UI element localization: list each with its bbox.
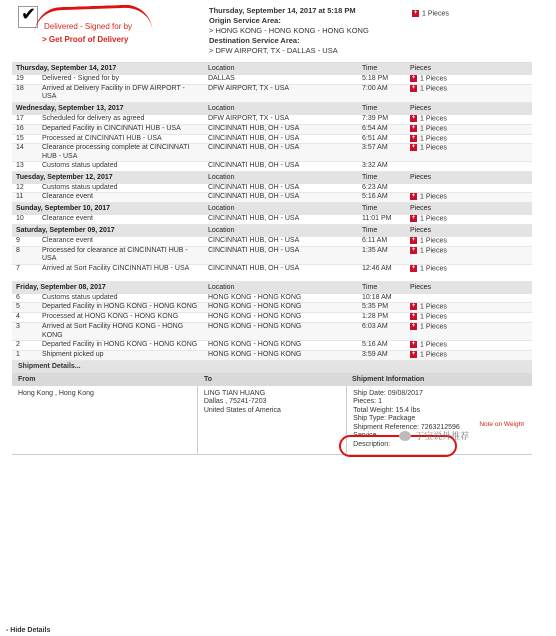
event-description: Departed Facility in HONG KONG - HONG KONG	[38, 303, 204, 313]
event-number: 5	[12, 303, 38, 313]
tracking-events-table	[12, 63, 532, 361]
time-header: Time	[358, 171, 406, 184]
hide-details-link[interactable]	[6, 627, 50, 634]
to-line: Dallas , 75241-7203	[203, 398, 267, 406]
day-date: Saturday, September 09, 2017	[12, 225, 204, 238]
event-row	[12, 84, 532, 102]
event-time: 3:59 AM	[358, 350, 406, 360]
event-location: HONG KONG - HONG KONG	[204, 303, 358, 313]
event-pieces[interactable]	[406, 134, 532, 144]
event-number: 11	[12, 193, 38, 203]
event-number: 16	[12, 124, 38, 134]
service: Service	[353, 432, 377, 440]
minus-icon: -	[6, 627, 11, 634]
plus-icon: +	[411, 246, 416, 253]
event-number: 1	[12, 350, 38, 360]
event-description: Departed Facility in CINCINNATI HUB - USA	[38, 124, 204, 134]
event-number: 13	[12, 162, 38, 172]
event-location: CINCINNATI HUB, OH - USA	[204, 215, 358, 224]
event-row	[12, 162, 532, 172]
event-pieces[interactable]	[406, 237, 532, 246]
day-header	[12, 281, 532, 294]
event-pieces-label: 1 Pieces	[420, 134, 447, 142]
event-pieces[interactable]	[406, 303, 532, 313]
event-pieces-label: 1 Pieces	[420, 85, 447, 93]
event-pieces	[406, 184, 532, 193]
event-location: CINCINNATI HUB, OH - USA	[204, 246, 358, 264]
event-description: Customs status updated	[38, 294, 204, 303]
event-description: Clearance processing complete at CINCINNATI HUB - USA	[38, 144, 204, 162]
event-location: CINCINNATI HUB, OH - USA	[204, 162, 358, 172]
event-time: 10:18 AM	[358, 294, 406, 303]
event-pieces[interactable]	[406, 313, 532, 323]
day-header	[12, 102, 532, 115]
event-number: 10	[12, 215, 38, 224]
shipment-reference: Shipment Reference: 7263212596	[353, 423, 460, 431]
event-number: 4	[12, 313, 38, 323]
to-address	[198, 386, 347, 454]
tracking-summary	[12, 0, 532, 63]
event-pieces[interactable]	[406, 264, 532, 281]
day-header	[12, 203, 532, 216]
shipment-information	[347, 386, 532, 454]
origin-label: Origin Service Area:	[209, 16, 281, 25]
event-row	[12, 350, 532, 360]
event-description: Clearance event	[38, 193, 204, 203]
event-time: 5:18 PM	[358, 75, 406, 84]
event-location: HONG KONG - HONG KONG	[204, 341, 358, 351]
event-time: 12:46 AM	[358, 264, 406, 281]
day-header	[12, 171, 532, 184]
event-description: Delivered - Signed for by	[38, 75, 204, 84]
event-location: CINCINNATI HUB, OH - USA	[204, 193, 358, 203]
event-time: 1:35 AM	[358, 246, 406, 264]
hide-details-label: Hide Details	[10, 627, 51, 634]
day-date: Sunday, September 10, 2017	[12, 203, 204, 216]
plus-icon: +	[411, 264, 416, 271]
event-description: Scheduled for delivery as agreed	[38, 115, 204, 124]
event-pieces[interactable]	[406, 215, 532, 224]
plus-icon: +	[411, 134, 416, 141]
event-pieces[interactable]	[406, 246, 532, 264]
event-location: DALLAS	[204, 75, 358, 84]
location-header: Location	[204, 63, 358, 75]
event-number: 17	[12, 115, 38, 124]
event-description: Customs status updated	[38, 184, 204, 193]
plus-icon: +	[411, 144, 416, 151]
event-row	[12, 134, 532, 144]
event-location: DFW AIRPORT, TX - USA	[204, 84, 358, 102]
location-header: Location	[204, 171, 358, 184]
plus-icon: +	[411, 237, 416, 244]
time-header: Time	[358, 203, 406, 216]
to-line: United States of America	[203, 406, 281, 414]
location-header: Location	[204, 225, 358, 238]
event-location: DFW AIRPORT, TX - USA	[204, 115, 358, 124]
event-number: 14	[12, 144, 38, 162]
event-row	[12, 124, 532, 134]
plus-icon: +	[411, 313, 416, 320]
day-date: Thursday, September 14, 2017	[12, 63, 204, 75]
event-time: 3:57 AM	[358, 144, 406, 162]
event-time: 5:16 AM	[358, 193, 406, 203]
event-pieces-label: 1 Pieces	[420, 115, 447, 123]
event-pieces[interactable]	[406, 144, 532, 162]
plus-icon: +	[411, 303, 416, 310]
plus-icon: +	[411, 350, 416, 357]
event-pieces[interactable]	[406, 341, 532, 351]
event-location: CINCINNATI HUB, OH - USA	[204, 237, 358, 246]
note-on-weight-link[interactable]: Note on Weight	[479, 420, 524, 428]
plus-icon: +	[411, 193, 416, 200]
event-pieces-label: 1 Pieces	[420, 313, 447, 321]
shipment-details-header	[12, 373, 532, 386]
event-location: CINCINNATI HUB, OH - USA	[204, 264, 358, 281]
location-header: Location	[204, 281, 358, 294]
event-time: 6:51 AM	[358, 134, 406, 144]
event-time: 6:03 AM	[358, 323, 406, 341]
day-date: Friday, September 08, 2017	[12, 281, 204, 294]
event-number: 19	[12, 75, 38, 84]
plus-icon: +	[411, 341, 416, 348]
event-location: HONG KONG - HONG KONG	[204, 294, 358, 303]
pieces-header: Pieces	[406, 225, 532, 238]
to-header: To	[204, 375, 213, 383]
event-row	[12, 144, 532, 162]
time-header: Time	[358, 63, 406, 75]
summary-pieces[interactable]	[412, 10, 449, 17]
watermark-text: 丁宝说外推荐	[415, 430, 470, 441]
event-row	[12, 303, 532, 313]
event-time: 6:54 AM	[358, 124, 406, 134]
tracking-page	[12, 0, 532, 455]
from-header: From	[18, 375, 36, 383]
checkmark-icon: ✔	[21, 4, 37, 25]
event-number: 6	[12, 294, 38, 303]
event-pieces-label: 1 Pieces	[420, 351, 447, 359]
location-header: Location	[204, 102, 358, 115]
event-description: Processed at HONG KONG - HONG KONG	[38, 313, 204, 323]
time-header: Time	[358, 102, 406, 115]
pieces-header: Pieces	[406, 63, 532, 75]
event-number: 7	[12, 264, 38, 281]
plus-icon: +	[413, 10, 418, 16]
event-number: 2	[12, 341, 38, 351]
event-time: 6:11 AM	[358, 237, 406, 246]
ship-date: Ship Date: 09/08/2017	[353, 389, 423, 397]
time-header: Time	[358, 281, 406, 294]
destination-label: Destination Service Area:	[209, 36, 300, 45]
shipment-details-title: Shipment Details...	[12, 361, 532, 373]
event-pieces-label: 1 Pieces	[420, 341, 447, 349]
proof-of-delivery-link[interactable]: > Get Proof of Delivery	[42, 35, 129, 44]
event-number: 12	[12, 184, 38, 193]
event-row	[12, 215, 532, 224]
event-description: Arrived at Sort Facility CINCINNATI HUB - USA	[38, 264, 204, 281]
shipment-details-body	[12, 386, 532, 455]
event-pieces-label: 1 Pieces	[420, 303, 447, 311]
event-row	[12, 184, 532, 193]
event-pieces[interactable]	[406, 84, 532, 102]
destination-value[interactable]: > DFW AIRPORT, TX - DALLAS - USA	[209, 46, 338, 55]
event-number: 15	[12, 134, 38, 144]
event-row	[12, 323, 532, 341]
total-weight: Total Weight: 15.4 lbs	[353, 406, 420, 414]
event-description: Processed for clearance at CINCINNATI HUB - USA	[38, 246, 204, 264]
ship-type: Ship Type: Package	[353, 415, 416, 423]
info-header: Shipment Information	[352, 375, 425, 383]
event-pieces[interactable]	[406, 75, 532, 84]
event-row	[12, 75, 532, 84]
event-pieces-label: 1 Pieces	[420, 323, 447, 331]
event-location: HONG KONG - HONG KONG	[204, 350, 358, 360]
time-header: Time	[358, 225, 406, 238]
event-row	[12, 294, 532, 303]
service-area-info	[209, 6, 409, 56]
event-description: Arrived at Sort Facility HONG KONG - HONG KONG	[38, 323, 204, 341]
event-time: 11:01 PM	[358, 215, 406, 224]
event-row	[12, 115, 532, 124]
event-time: 5:35 PM	[358, 303, 406, 313]
event-pieces-label: 1 Pieces	[420, 237, 447, 245]
day-header	[12, 225, 532, 238]
event-pieces[interactable]	[406, 193, 532, 203]
event-pieces-label: 1 Pieces	[420, 193, 447, 201]
event-pieces-label: 1 Pieces	[420, 75, 447, 83]
event-time: 1:28 PM	[358, 313, 406, 323]
summary-pieces-label: 1 Pieces	[422, 10, 449, 18]
event-location: HONG KONG - HONG KONG	[204, 313, 358, 323]
event-pieces-label: 1 Pieces	[420, 247, 447, 255]
event-description: Shipment picked up	[38, 350, 204, 360]
plus-icon: +	[411, 84, 416, 91]
location-header: Location	[204, 203, 358, 216]
event-pieces-label: 1 Pieces	[420, 265, 447, 273]
event-pieces-label: 1 Pieces	[420, 125, 447, 133]
event-location: CINCINNATI HUB, OH - USA	[204, 124, 358, 134]
event-pieces-label: 1 Pieces	[420, 215, 447, 223]
pieces-header: Pieces	[406, 102, 532, 115]
day-date: Tuesday, September 12, 2017	[12, 171, 204, 184]
event-row	[12, 237, 532, 246]
event-location: CINCINNATI HUB, OH - USA	[204, 144, 358, 162]
event-description: Clearance event	[38, 215, 204, 224]
delivery-status: Delivered - Signed for by	[44, 22, 133, 31]
event-description: Customs status updated	[38, 162, 204, 172]
event-description: Clearance event	[38, 237, 204, 246]
plus-icon: +	[411, 114, 416, 121]
event-pieces[interactable]	[406, 124, 532, 134]
event-row	[12, 341, 532, 351]
event-pieces	[406, 294, 532, 303]
event-description: Arrived at Delivery Facility in DFW AIRPORT - USA	[38, 84, 204, 102]
event-description: Departed Facility in HONG KONG - HONG KONG	[38, 341, 204, 351]
pieces-header: Pieces	[406, 171, 532, 184]
event-time: 3:32 AM	[358, 162, 406, 172]
event-pieces[interactable]	[406, 115, 532, 124]
event-number: 8	[12, 246, 38, 264]
event-number: 9	[12, 237, 38, 246]
description: Description:	[353, 440, 391, 448]
pieces-header: Pieces	[406, 281, 532, 294]
event-number: 3	[12, 323, 38, 341]
plus-icon: +	[411, 124, 416, 131]
event-pieces-label: 1 Pieces	[420, 144, 447, 152]
event-time: 6:23 AM	[358, 184, 406, 193]
event-time: 5:16 AM	[358, 341, 406, 351]
delivery-datetime: Thursday, September 14, 2017 at 5:18 PM	[209, 6, 356, 15]
watermark-icon	[399, 431, 411, 441]
pieces-count: Pieces: 1	[353, 398, 382, 406]
event-row	[12, 246, 532, 264]
event-pieces[interactable]	[406, 350, 532, 360]
pieces-header: Pieces	[406, 203, 532, 216]
event-location: CINCINNATI HUB, OH - USA	[204, 184, 358, 193]
day-header	[12, 63, 532, 75]
event-row	[12, 264, 532, 281]
event-time: 7:00 AM	[358, 84, 406, 102]
plus-icon: +	[411, 75, 416, 81]
event-pieces	[406, 162, 532, 172]
event-number: 18	[12, 84, 38, 102]
event-description: Processed at CINCINNATI HUB - USA	[38, 134, 204, 144]
event-row	[12, 313, 532, 323]
plus-icon: +	[411, 323, 416, 330]
from-address: Hong Kong , Hong Kong	[12, 386, 198, 454]
to-line: LING TIAN HUANG	[203, 389, 266, 397]
plus-icon: +	[411, 215, 416, 222]
event-location: CINCINNATI HUB, OH - USA	[204, 134, 358, 144]
origin-value[interactable]: > HONG KONG - HONG KONG - HONG KONG	[209, 26, 369, 35]
event-row	[12, 193, 532, 203]
event-time: 7:39 PM	[358, 115, 406, 124]
day-date: Wednesday, September 13, 2017	[12, 102, 204, 115]
event-pieces[interactable]	[406, 323, 532, 341]
event-location: HONG KONG - HONG KONG	[204, 323, 358, 341]
